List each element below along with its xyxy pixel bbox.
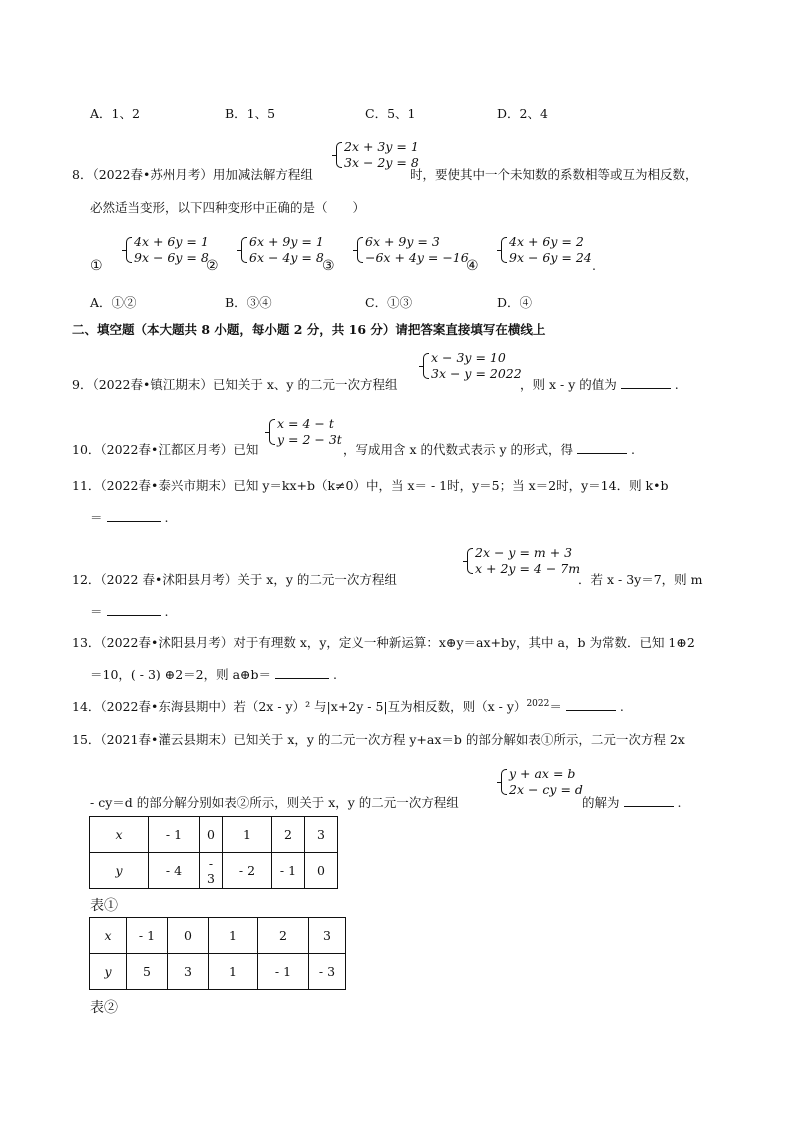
- q15-system: y + ax = b 2x − cy = d: [500, 766, 583, 798]
- q8-transform-1: 4x + 6y = 1 9x − 6y = 8: [125, 234, 209, 266]
- table-cell: - 1: [272, 853, 305, 889]
- q13-answer-blank[interactable]: [275, 666, 329, 679]
- q8-end-period: .: [592, 258, 596, 273]
- table-cell: - 2: [223, 853, 272, 889]
- q8-option-a[interactable]: A．①②: [90, 295, 137, 310]
- q11-line1: 11．（2022春•泰兴市期末）已知 y＝kx+b（k≠0）中，当 x＝ - 1时，y＝5；当 x＝2时，y＝14．则 k•b: [72, 478, 669, 493]
- q13-line1: 13．（2022春•沭阳县月考）对于有理数 x，y，定义一种新运算：x⊕y＝ax+by，其中 a，b 为常数．已知 1⊕2: [72, 635, 695, 650]
- q8-option-c[interactable]: C．①③: [365, 295, 413, 310]
- table-row: [90, 817, 338, 853]
- table-cell: 0: [168, 918, 209, 954]
- table-cell: - 3: [200, 853, 223, 889]
- q10-tail: [343, 440, 635, 458]
- q7-option-a[interactable]: A．1、2: [90, 106, 140, 121]
- table-cell: 2: [272, 817, 305, 853]
- q13-line2: ＝10，( - 3) ⊕2＝2，则 a⊕b＝ .: [90, 667, 338, 682]
- q10-end: .: [631, 442, 635, 457]
- q9-suffix: ，则 x - y 的值为: [520, 377, 617, 392]
- q8-options: [0, 293, 794, 311]
- table-row: [90, 918, 346, 954]
- table-cell: - 4: [149, 853, 200, 889]
- table-cell: - 1: [149, 817, 200, 853]
- section2-heading: 二、填空题（本大题共 8 小题，每小题 2 分，共 16 分）请把答案直接填写在横线上: [72, 322, 546, 337]
- table-row: [90, 853, 338, 889]
- q11-line2: ＝ .: [90, 510, 169, 525]
- q9-system: x − 3y = 10 3x − y = 2022: [422, 350, 522, 382]
- q12-answer-blank[interactable]: [107, 603, 161, 616]
- q12-suffix: ．若 x - 3y＝7，则 m: [578, 572, 703, 587]
- table-cell: y: [90, 853, 149, 889]
- q8-transform-3-mark: ③: [322, 258, 335, 274]
- q8-system: 2x + 3y = 1 3x − 2y = 8: [335, 139, 419, 171]
- q7-options: [0, 104, 794, 122]
- q8-transform-2: 6x + 9y = 1 6x − 4y = 8: [240, 234, 324, 266]
- table-cell: - 3: [309, 954, 346, 990]
- q7-option-b[interactable]: B．1、5: [225, 106, 276, 121]
- table-cell: y: [90, 954, 127, 990]
- q10-suffix: ，写成用含 x 的代数式表示 y 的形式，得: [343, 442, 574, 457]
- q15-answer-blank[interactable]: [624, 794, 674, 807]
- q10-prefix: 10．（2022春•江都区月考）已知: [72, 442, 259, 457]
- q8-line2: 必然适当变形，以下四种变形中正确的是（ ）: [90, 200, 366, 215]
- q14-answer-blank[interactable]: [566, 698, 616, 711]
- table-cell: x: [90, 918, 127, 954]
- table-cell: 3: [305, 817, 338, 853]
- table-cell: 1: [223, 817, 272, 853]
- table-1: [89, 816, 338, 889]
- table-1-caption: 表①: [90, 898, 118, 914]
- table-cell: - 1: [127, 918, 168, 954]
- q14-line: 14．（2022春•东海县期中）若（2x - y）² 与|x+2y - 5|互为相反数，则（x - y）$^{2022}$＝ .: [72, 698, 624, 714]
- q8-line1-prefix: 8．（2022春•苏州月考）用加减法解方程组: [72, 167, 313, 182]
- table-cell: 1: [209, 918, 258, 954]
- table-cell: 0: [200, 817, 223, 853]
- q12-system: 2x − y = m + 3 x + 2y = 4 − 7m: [466, 545, 580, 577]
- q11-answer-blank[interactable]: [107, 509, 161, 522]
- table-2-caption: 表②: [90, 1000, 118, 1016]
- q15-line2-prefix: - cy＝d 的部分解分别如表②所示，则关于 x，y 的二元一次方程组: [90, 795, 459, 810]
- q7-option-d[interactable]: D．2、4: [497, 106, 548, 121]
- q7-option-c[interactable]: C．5、1: [365, 106, 416, 121]
- q15-line1: 15．（2021春•灌云县期末）已知关于 x，y 的二元一次方程 y+ax＝b 的部分解如表①所示，二元一次方程 2x: [72, 732, 685, 747]
- q8-transform-2-mark: ②: [206, 258, 219, 274]
- table-cell: 2: [258, 918, 309, 954]
- q8-transform-3: 6x + 9y = 3 −6x + 4y = −16: [356, 234, 469, 266]
- q9-prefix: 9．（2022春•镇江期末）已知关于 x、y 的二元一次方程组: [72, 377, 398, 392]
- q8-transform-4-mark: ④: [466, 258, 479, 274]
- q9-end: .: [674, 377, 679, 392]
- table-cell: 0: [305, 853, 338, 889]
- q9-tail: [520, 375, 679, 393]
- table-cell: 5: [127, 954, 168, 990]
- q8-transform-1-mark: ①: [90, 258, 103, 274]
- q9-answer-blank[interactable]: [621, 376, 671, 389]
- table-cell: 3: [309, 918, 346, 954]
- q10-system: x = 4 − t y = 2 − 3t: [268, 416, 342, 448]
- q8-line1-suffix: 时，要使其中一个未知数的系数相等或互为相反数，: [410, 167, 698, 182]
- q8-option-d[interactable]: D．④: [497, 295, 533, 310]
- table-row: [90, 954, 346, 990]
- q15-tail: 的解为 .: [582, 795, 682, 810]
- q8-transform-4: 4x + 6y = 2 9x − 6y = 24: [500, 234, 592, 266]
- q10-answer-blank[interactable]: [577, 441, 627, 454]
- table-cell: 3: [168, 954, 209, 990]
- table-cell: x: [90, 817, 149, 853]
- q8-option-b[interactable]: B．③④: [225, 295, 272, 310]
- table-cell: - 1: [258, 954, 309, 990]
- table-cell: 1: [209, 954, 258, 990]
- q12-line2: ＝ .: [90, 604, 169, 619]
- q12-prefix: 12．（2022 春•沭阳县月考）关于 x，y 的二元一次方程组: [72, 572, 397, 587]
- table-2: [89, 917, 346, 990]
